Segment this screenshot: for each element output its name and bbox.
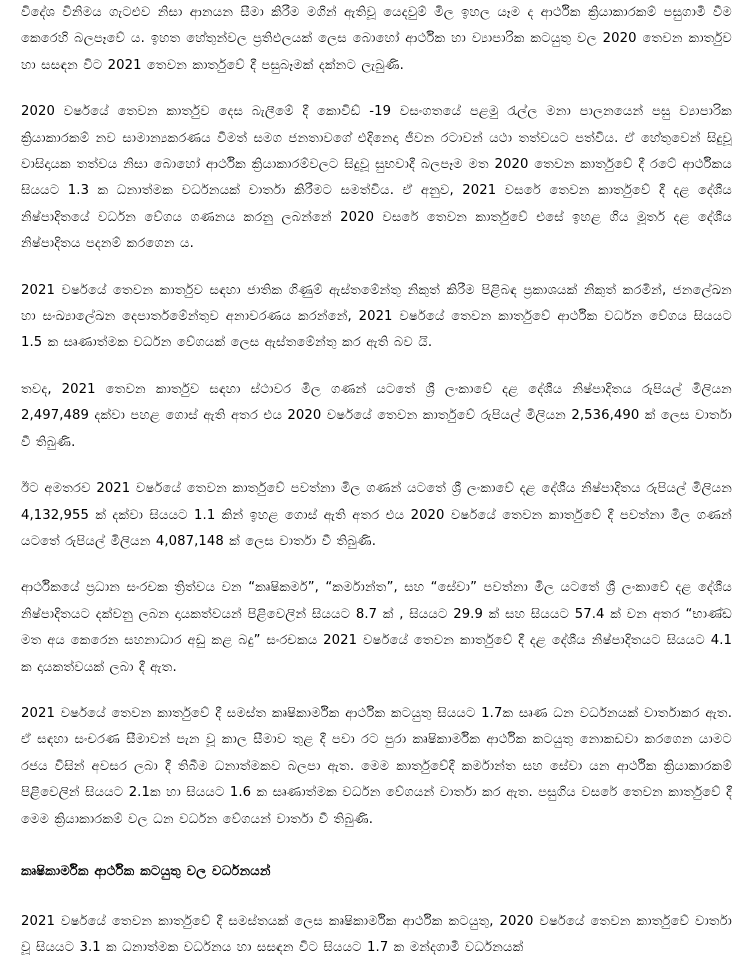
paragraph-agriculture-growth: 2021 වර්ෂයේ තෙවන කාර්තුවේ දී සමස්තයක් ලෙස කෘෂිකාර්මික ආර්ථික කටයුතු, 2020 වර්ෂයේ තෙවන කාර්තුවේ වාර්තා වූ සියයට 3.1 ක ධනාත්මක වර්ධනය හා සසඳන විට සියයට 1.7 ක මන්දගාමී වර්ධනයක් <box>21 913 732 956</box>
section-heading-agriculture: කෘෂිකාර්මික ආර්ථික කටයුතු වල වර්ධනයන් <box>21 863 271 879</box>
paragraph-2020-q3-background: 2020 වර්ෂයේ තෙවන කාර්තුව දෙස බැලීමේ දී කොවිඩ් -19 වසංගතයේ පළමු රැල්ල මනා පාලනයෙන් පසු ව්‍යාපාරික ක්‍රියාකාරකම් නව සාමාන්‍යකරණය වීමත් සමග ජනතාවගේ එදිනෙදා ජීවන රටාවන් යථා තත්වයට පත්විය. ඒ හේතුවෙන් සිදුවූ වාසිදායක තත්වය නිසා බොහෝ ආර්ථික ක්‍රියාකාරම්වලට සිදුවූ සුභවාදී බලපෑම මත 2020 තෙවන කාර්තුවේ දී රටේ ආර්ථිකය සියයට 1.3 ක ධනාත්මක වර්ධනයක් වාර්තා කිරීමට සමත්විය. ඒ අනුව, 2021 වසරේ තෙවන කාර්තුවේ දී දළ දේශීය නිෂ්පාදිතයේ වර්ධන වේගය ගණනය කරනු ලබන්නේ 2020 වසරේ තෙවන කාර්තුවේ එසේ ඉහළ ගිය මූර්ත දළ දේශීය නිෂ්පාදිතය පදනම් කරගෙන ය. <box>21 104 732 252</box>
paragraph-constant-prices-gdp: තවද, 2021 තෙවන කාර්තුව සඳහා ස්ථාවර මිල ගණන් යටතේ ශ්‍රී ලංකාවේ දළ දේශීය නිෂ්පාදිතය රුපියල් මිලියන 2,497,489 දක්වා පහළ ගොස් ඇති අතර එය 2020 වර්ෂයේ තෙවන කාර්තුවේ රුපියල් මිලියන 2,536,490 ක් ලෙස වාර්තා වී තිබුණි. <box>21 381 732 450</box>
paragraph-current-prices-gdp: ඊට අමතරව 2021 වර්ෂයේ තෙවන කාර්තුවේ පවත්නා මිල ගණන් යටතේ ශ්‍රී ලංකාවේ දළ දේශීය නිෂ්පාදිතය රුපියල් මිලියන 4,132,955 ක් දක්වා සියයට 1.1 කින් ඉහළ ගොස් ඇති අතර එය 2020 වර්ෂයේ තෙවන කාර්තුවේ දී පවත්නා මිල ගණන් යටතේ රුපියල් මිලියන 4,087,148 ක් ලෙස වාර්තා වී තිබුණි. <box>21 481 732 549</box>
paragraph-growth-estimate: 2021 වර්ෂයේ තෙවන කාර්තුව සඳහා ජාතික ගිණුම් ඇස්තමේන්තු නිකුත් කිරීම පිළිබඳ ප්‍රකාශයක් නිකුත් කරමින්, ජනලේඛන හා සංඛ්‍යාලේඛන දෙපාර්තමේන්තුව අනාවරණය කරන්නේ, 2021 වර්ෂයේ තෙවන කාර්තුවේ ආර්ථික වර්ධන වේගය සියයට 1.5 ක සෘණාත්මක වර්ධන වේගයක් ලෙස ඇස්තමේන්තු කර ඇති බව යි. <box>21 282 732 351</box>
paragraph-sector-contributions: ආර්ථිකයේ ප්‍රධාන සංරචක ත්‍රිත්වය වන “කෘෂිකර්ම”, “කර්මාන්ත”, සහ “සේවා” පවත්නා මිල යටතේ ශ්‍රී ලංකාවේ දළ දේශීය නිෂ්පාදිතයට දක්වනු ලබන දායකත්වයන් පිළිවෙලින් සියයට 8.7 ක් , සියයට 29.9 ක් සහ සියයට 57.4 ක් වන අතර “භාණ්ඩ මත අය කෙරෙන සහනාධාර අඩු කළ බදු” සංරචකය 2021 වර්ෂයේ තෙවන කාර්තුවේ දී දළ දේශීය නිෂ්පාදිතයට සියයට 4.1 ක දායකත්වයක් ලබා දී ඇත. <box>21 580 732 675</box>
paragraph-sector-growth: 2021 වර්ෂයේ තෙවන කාර්තුවේ දී සමස්ත කෘෂිකාර්මික ආර්ථික කටයුතු සියයට 1.7ක සෘණ ධන වර්ධනයක් වාර්තාකර ඇත. ඒ සඳහා සංචරණ සීමාවන් පැන වූ කාල සීමාව තුළ දී පවා රට පුරා කෘෂිකාර්මික ආර්ථික කටයුතු නොකඩවා කරගෙන යාමට රජය විසින් අවසර ලබා දී තිබීම ධනාත්මකව බලපා ඇත. මෙම කාර්තුවේදී කර්මාන්ත සහ සේවා යන ආර්ථික ක්‍රියාකාරකම් පිළිවෙලින් සියයට 2.1ක හා සියයට 1.6 ක සෘණාත්මක වර්ධන වේගයන් වාර්තා කර ඇත. පසුගිය වසරේ තෙවන කාර්තුවේ දී මෙම ක්‍රියාකාරකම් වල ධන වර්ධන වේගයන් වාර්තා වී තිබුණි. <box>21 705 732 827</box>
paragraph-import-restrictions: විදේශ විනිමය ගැටළුව නිසා ආනයන සීමා කිරීම මගින් ඇතිවූ යෙදවුම් මිල ඉහල යෑම ද ආර්ථික ක්‍රියාකාරකම් පසුගාමී වීම කෙරෙහි බලපෑවේ ය. ඉහත හේතුන්වල ප්‍රතිඵලයක් ලෙස බොහෝ ආර්ථික හා ව්‍යාපාරික කටයුතු වල 2020 තෙවන කාර්තුව හා සසඳන විට 2021 තෙවන කාර්තුවේ දී පසුබෑමක් දක්නට ලැබුණි. <box>21 5 732 73</box>
